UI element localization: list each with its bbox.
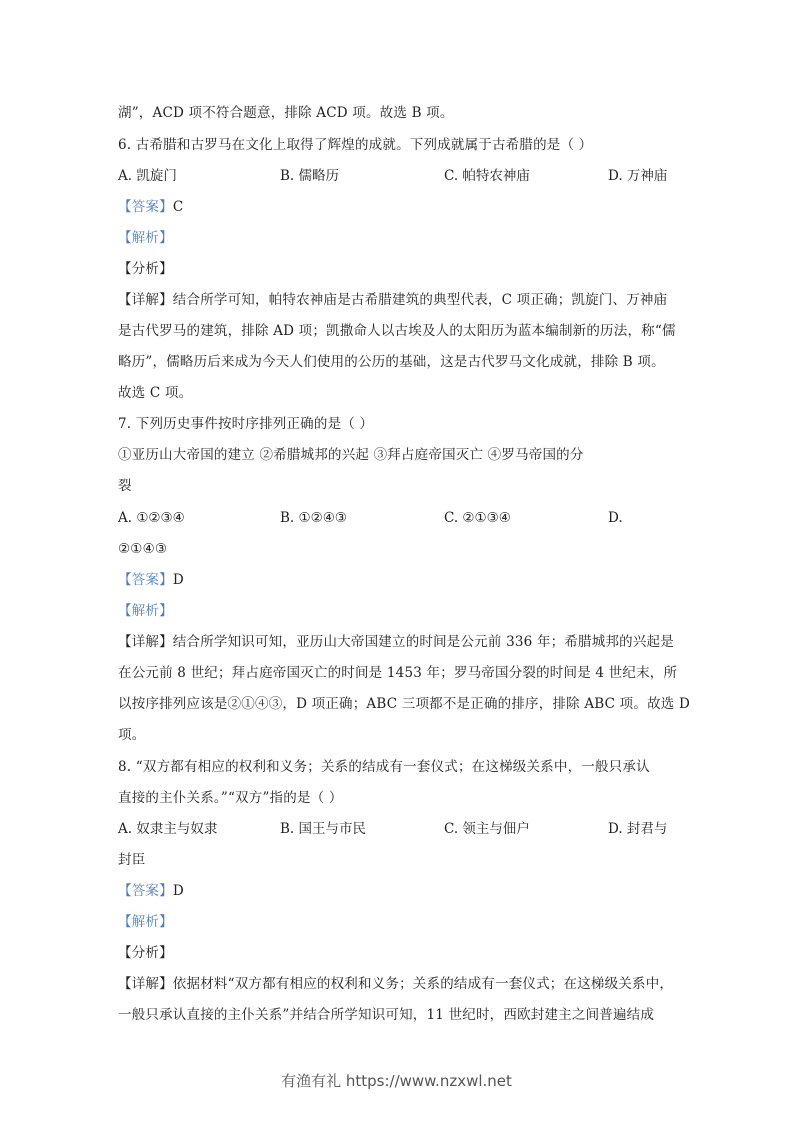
answer-value: C <box>172 199 184 215</box>
q8-option-b: B. 国王与市民 <box>280 821 367 837</box>
q7-detail: 项。 <box>118 727 146 743</box>
q8-option-a: A. 奴隶主与奴隶 <box>118 821 218 837</box>
analysis-label: 【解析】 <box>118 230 173 246</box>
text-line: 湖”，ACD 项不符合题意，排除 ACD 项。故选 B 项。 <box>118 105 454 121</box>
answer-value: D <box>172 572 184 588</box>
q6-detail: 故选 C 项。 <box>118 385 193 401</box>
q8-detail: 一般只承认直接的主仆关系”并结合所学知识可知，11 世纪时，西欧封建主之间普遍结成 <box>118 1007 655 1023</box>
question-6: 6. 古希腊和古罗马在文化上取得了辉煌的成就。下列成就属于古希腊的是（ ） <box>118 137 593 153</box>
q7-detail: 以按序排列应该是②①④③，D 项正确；ABC 三项都不是正确的排序，排除 ABC 项。故选 D <box>118 696 691 712</box>
q7-items: 裂 <box>118 478 132 494</box>
q7-option-d: D. <box>608 510 623 526</box>
analysis-label: 【解析】 <box>118 603 173 619</box>
q8-answer <box>118 882 184 900</box>
q6-detail: 【详解】结合所学可知，帕特农神庙是古希腊建筑的典型代表，C 项正确；凯旋门、万神庙 <box>118 292 668 308</box>
question-8: 8. “双方都有相应的权利和义务；关系的结成有一套仪式；在这梯级关系中，一般只承认 <box>118 759 650 775</box>
q7-option-a: A. ①②③④ <box>118 510 185 526</box>
answer-label: 【答案】 <box>118 199 173 215</box>
answer-label: 【答案】 <box>118 572 173 588</box>
q7-option-b: B. ①②④③ <box>280 510 347 526</box>
question-7: 7. 下列历史事件按时序排列正确的是（ ） <box>118 416 374 432</box>
fenxi-label: 【分析】 <box>118 261 173 277</box>
answer-label: 【答案】 <box>118 883 173 899</box>
q6-detail: 略历”，儒略历后来成为今天人们使用的公历的基础，这是古代罗马文化成就，排除 B 项。 <box>118 354 665 370</box>
fenxi-label: 【分析】 <box>118 945 173 961</box>
analysis-label: 【解析】 <box>118 914 173 930</box>
answer-value: D <box>172 883 184 899</box>
q7-option-c: C. ②①③④ <box>444 510 511 526</box>
q7-detail: 【详解】结合所学知识可知，亚历山大帝国建立的时间是公元前 336 年；希腊城邦的兴起是 <box>118 634 674 650</box>
watermark-footer: 有渔有礼 https://www.nzxwl.net <box>281 1072 512 1090</box>
q7-items: ①亚历山大帝国的建立 ②希腊城邦的兴起 ③拜占庭帝国灭亡 ④罗马帝国的分 <box>118 447 584 463</box>
question-8: 直接的主仆关系。”“双方”指的是（ ） <box>118 790 343 806</box>
q6-option-a: A. 凯旋门 <box>118 168 177 184</box>
q6-option-b: B. 儒略历 <box>280 168 340 184</box>
q7-option-d-cont: ②①④③ <box>118 541 168 557</box>
q8-option-d: D. 封君与 <box>608 821 668 837</box>
q6-answer <box>118 198 183 216</box>
q8-option-d-cont: 封臣 <box>118 852 146 868</box>
q7-answer <box>118 571 184 589</box>
q7-detail: 在公元前 8 世纪；拜占庭帝国灭亡的时间是 1453 年；罗马帝国分裂的时间是 4 世纪末，所 <box>118 665 678 681</box>
q8-option-c: C. 领主与佃户 <box>444 821 530 837</box>
q8-detail: 【详解】依据材料“双方都有相应的权利和义务；关系的结成有一套仪式；在这梯级关系中， <box>118 976 674 992</box>
q6-detail: 是古代罗马的建筑，排除 AD 项；凯撒命人以古埃及人的太阳历为蓝本编制新的历法，称“儒 <box>118 323 676 339</box>
q6-option-c: C. 帕特农神庙 <box>444 168 530 184</box>
q6-option-d: D. 万神庙 <box>608 168 668 184</box>
